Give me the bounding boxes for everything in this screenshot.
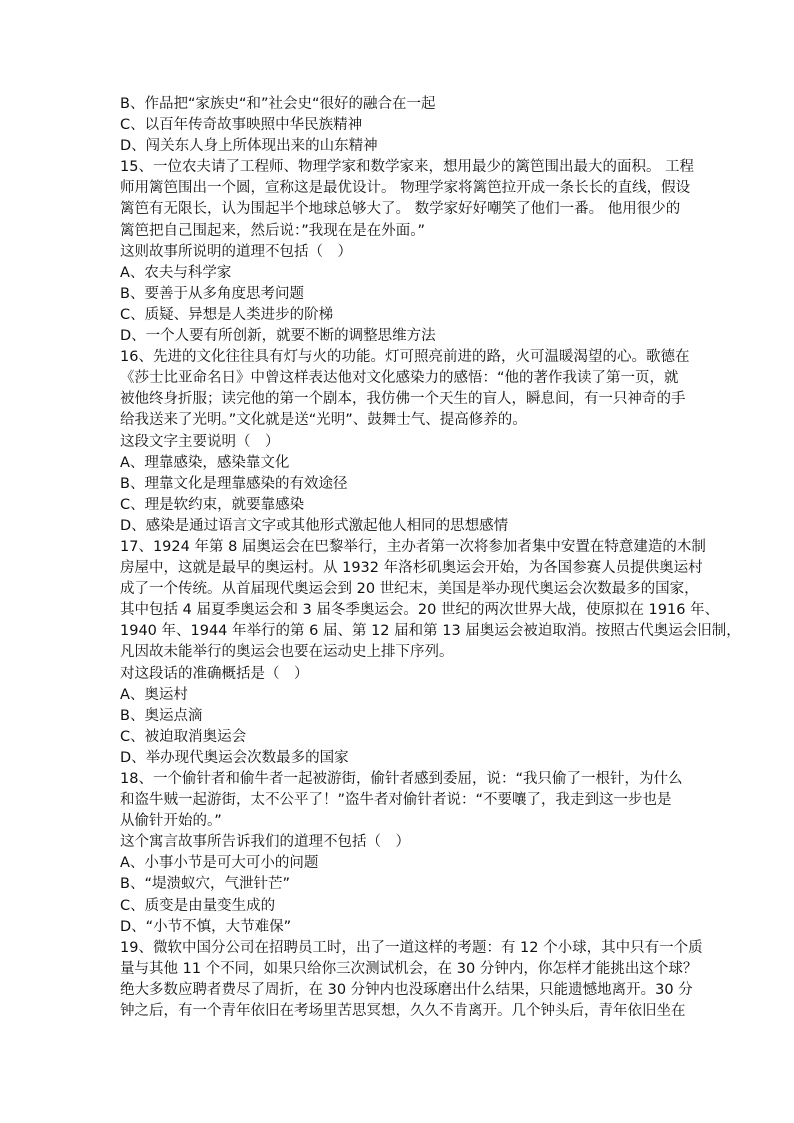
text-line: 15、一位农夫请了工程师、物理学家和数学家来，想用最少的篱笆围出最大的面积。 工程	[120, 159, 695, 176]
text-line: B、作品把“家族史“和”社会史“很好的融合在一起	[120, 96, 436, 112]
text-line: D、一个人要有所创新，就要不断的调整思维方法	[120, 328, 436, 345]
text-line: 成了一个传统。从首届现代奥运会到 20 世纪末，美国是举办现代奥运会次数最多的国家，	[120, 581, 699, 598]
text-line: 16、先进的文化往往具有灯与火的功能。灯可照亮前进的路，火可温暖渴望的心。歌德在	[120, 349, 690, 366]
text-line: B、要善于从多角度思考问题	[120, 285, 304, 302]
text-line: 师用篱笆围出一个圆，宣称这是最优设计。 物理学家将篱笆拉开成一条长长的直线，假设	[120, 180, 691, 197]
text-line: B、理靠文化是理靠感染的有效途径	[120, 475, 348, 492]
text-line: C、以百年传奇故事映照中华民族精神	[120, 117, 363, 134]
text-line: 18、一个偷针者和偷牛者一起被游街，偷针者感到委屈，说：“我只偷了一根针，为什么	[120, 771, 683, 787]
text-line: A、奥运村	[120, 686, 188, 703]
text-line: 《莎士比亚命名日》中曾这样表达他对文化感染力的感悟：“他的著作我读了第一页，就	[120, 370, 679, 387]
text-line: 对这段话的准确概括是（ ）	[120, 665, 309, 682]
text-line: D、闯关东人身上所体现出来的山东精神	[120, 138, 378, 155]
text-line: A、小事小节是可大可小的问题	[120, 855, 319, 872]
text-line: B、“堤溃蚁穴，气泄针芒”	[120, 876, 290, 893]
text-line: 给我送来了光明。”文化就是送“光明”、鼓舞士气、提高修养的。	[120, 412, 527, 429]
text-line: D、“小节不慎，大节难保”	[120, 918, 292, 935]
text-line: 量与其他 11 个不同，如果只给你三次测试机会，在 30 分钟内，你怎样才能挑出这个球？	[120, 960, 698, 977]
text-line: A、理靠感染，感染靠文化	[120, 454, 290, 471]
text-line: C、理是软约束，就要靠感染	[120, 496, 305, 513]
text-line: 房屋中，这就是最早的奥运村。从 1932 年洛杉矶奥运会开始，为各国参赛人员提供奥运村	[120, 560, 703, 577]
text-line: C、被迫取消奥运会	[120, 728, 247, 745]
text-line: D、举办现代奥运会次数最多的国家	[120, 749, 349, 766]
text-line: 这个寓言故事所告诉我们的道理不包括（ ）	[120, 834, 410, 851]
text-line: 其中包括 4 届夏季奥运会和 3 届冬季奥运会。20 世纪的两次世界大战，使原拟在 1916 年、	[120, 602, 720, 619]
text-line: 篱笆把自己围起来，然后说：”我现在是在外面。”	[120, 222, 426, 239]
text-line: 这则故事所说明的道理不包括（ ）	[120, 243, 352, 260]
text-line: 绝大多数应聘者费尽了周折，在 30 分钟内也没琢磨出什么结果，只能遗憾地离开。30 分	[120, 981, 693, 998]
text-line: 和盗牛贼一起游街，太不公平了！”盗牛者对偷针者说：“不要嚷了，我走到这一步也是	[120, 792, 672, 809]
text-line: 凡因故未能举行的奥运会也要在运动史上排下序列。	[120, 644, 454, 661]
text-line: D、感染是通过语言文字或其他形式激起他人相同的思想感情	[120, 517, 509, 534]
text-line: B、奥运点滴	[120, 707, 203, 724]
text-line: 1940 年、1944 年举行的第 6 届、第 12 届和第 13 届奥运会被迫取消。按照古代奥运会旧制，	[120, 623, 741, 640]
text-line: 钟之后，有一个青年依旧在考场里苦思冥想，久久不肯离开。几个钟头后，青年依旧坐在	[120, 1003, 686, 1020]
text-line: C、质变是由量变生成的	[120, 897, 276, 914]
text-line: 19、微软中国分公司在招聘员工时，出了一道这样的考题：有 12 个小球，其中只有一个质	[120, 939, 703, 956]
text-line: 篱笆有无限长，认为围起半个地球总够大了。 数学家好好嘲笑了他们一番。 他用很少的	[120, 201, 681, 218]
text-line: C、质疑、异想是人类进步的阶梯	[120, 306, 334, 323]
document-page	[120, 94, 741, 1022]
text-line: A、农夫与科学家	[120, 264, 232, 281]
text-line: 被他终身折服；读完他的第一个剧本，我仿佛一个天生的盲人，瞬息间，有一只神奇的手	[120, 391, 686, 408]
text-line: 这段文字主要说明（ ）	[120, 433, 280, 450]
text-line: 17、1924 年第 8 届奥运会在巴黎举行，主办者第一次将参加者集中安置在特意建造的木制	[120, 538, 706, 555]
text-line: 从偷针开始的。”	[120, 813, 222, 830]
